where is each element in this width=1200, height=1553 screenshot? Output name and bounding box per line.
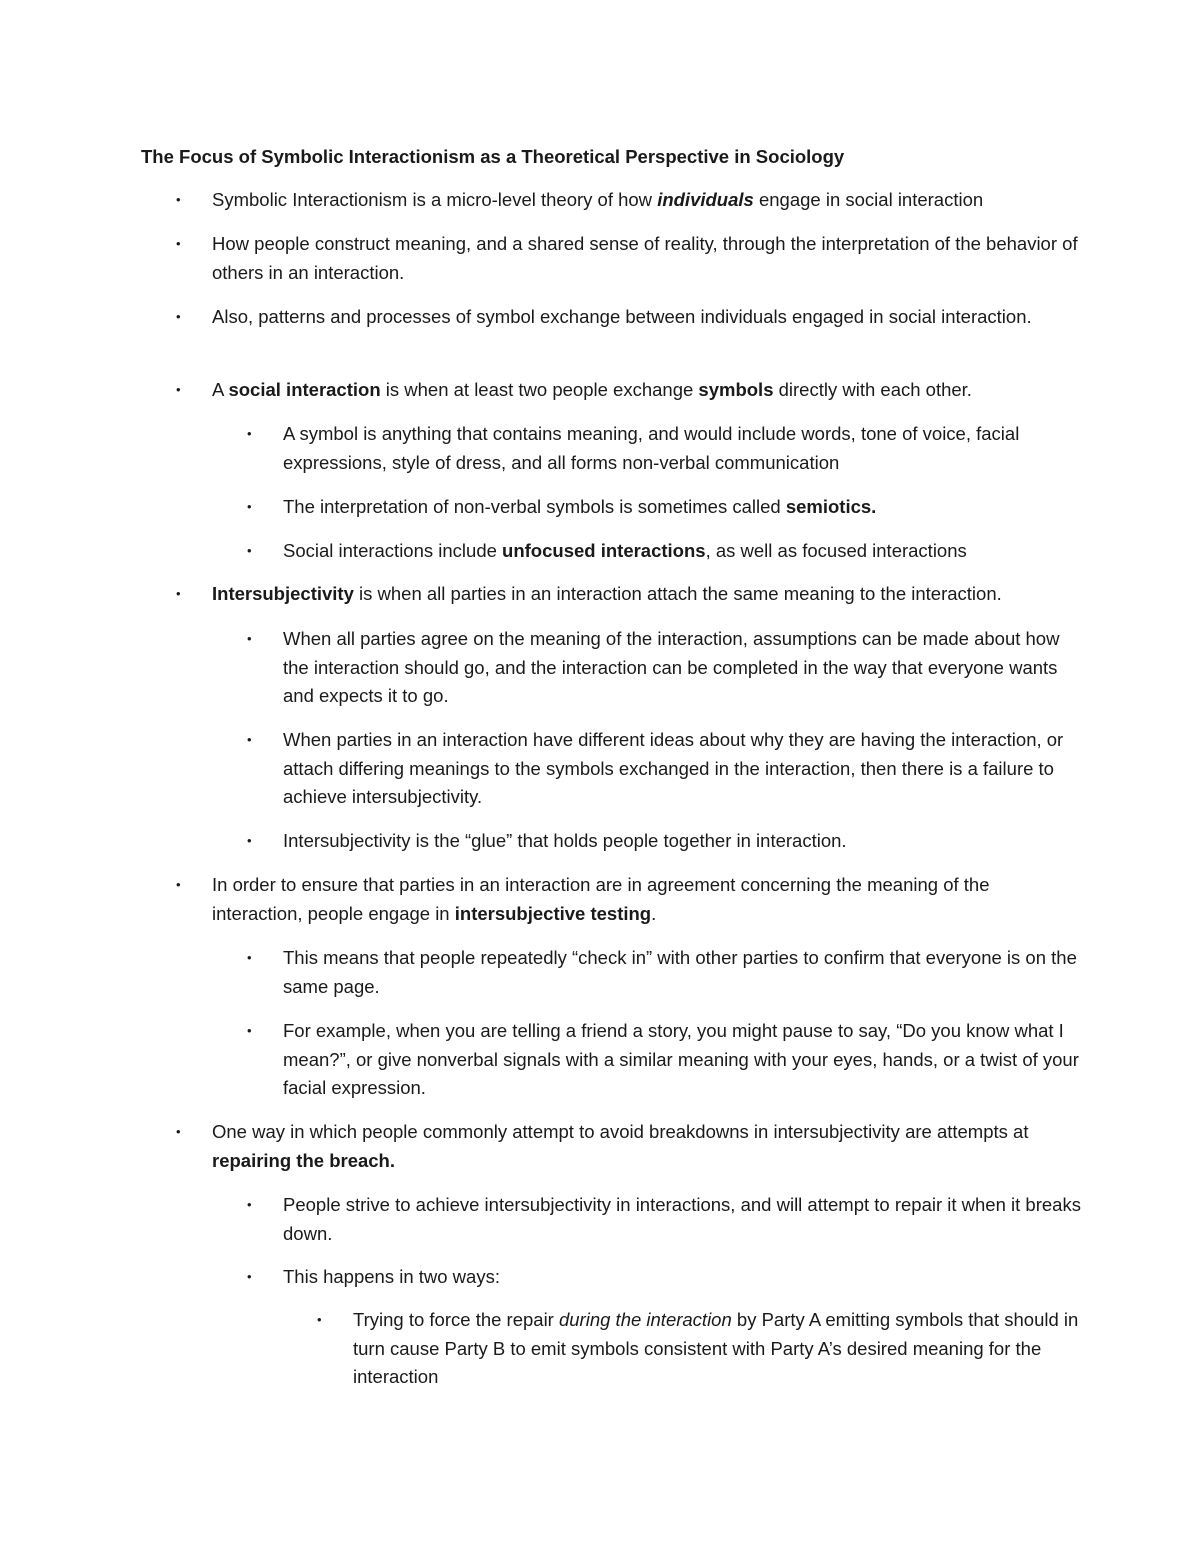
list-item-level-3 <box>317 1306 1083 1392</box>
list-item-level-2 <box>247 944 1083 1001</box>
text-segment: Social interactions include <box>283 540 503 561</box>
text-segment: is when all parties in an interaction attach the same meaning to the interaction. <box>353 583 1002 604</box>
bullet-marker: • <box>176 586 181 601</box>
bullet-marker: • <box>176 309 181 324</box>
bullet-marker: • <box>176 382 181 397</box>
list-item-text <box>212 580 1082 609</box>
text-segment: engage in social interaction <box>753 189 984 210</box>
list-item-level-2 <box>247 625 1083 711</box>
list-item-level-1 <box>176 376 1082 405</box>
text-segment: directly with each other. <box>773 379 972 400</box>
list-item-text <box>283 1017 1083 1103</box>
text-segment: Also, patterns and processes of symbol exchange between individuals engaged in social interaction. <box>212 306 1032 327</box>
list-item-level-2 <box>247 1017 1083 1103</box>
list-item-level-1 <box>176 230 1082 287</box>
list-item-text <box>283 1263 1083 1292</box>
list-item-text <box>212 871 1082 928</box>
bullet-marker: • <box>247 499 252 514</box>
bullet-marker: • <box>176 1124 181 1139</box>
bullet-marker: • <box>247 1197 252 1212</box>
list-item-text <box>283 420 1083 477</box>
list-item-text <box>283 625 1083 711</box>
bold-term: social interaction <box>228 379 381 400</box>
bold-term: symbols <box>698 379 774 400</box>
italic-phrase: during the interaction <box>558 1309 732 1330</box>
list-item-level-2 <box>247 493 1083 522</box>
bold-italic-term: individuals <box>657 189 754 210</box>
list-item-level-1 <box>176 1118 1082 1175</box>
document-title: The Focus of Symbolic Interactionism as a Theoretical Perspective in Sociology <box>141 146 845 167</box>
list-item-text <box>283 537 1083 566</box>
list-item-text <box>283 944 1083 1001</box>
bullet-marker: • <box>247 543 252 558</box>
bold-term: semiotics. <box>785 496 877 517</box>
text-segment: When parties in an interaction have different ideas about why they are having the interaction, or attach differing meanings to the symbols exchanged in the interaction, then there is a failure to achieve intersubjectivity. <box>283 729 1064 807</box>
text-segment: When all parties agree on the meaning of the interaction, assumptions can be made about how the interaction should go, and the interaction can be completed in the way that everyone wants and expects it to go. <box>283 628 1060 706</box>
text-segment: People strive to achieve intersubjectivity in interactions, and will attempt to repair it when it breaks down. <box>283 1194 1081 1244</box>
text-segment: Trying to force the repair <box>353 1309 559 1330</box>
text-segment: One way in which people commonly attempt to avoid breakdowns in intersubjectivity are attempts at <box>212 1121 1029 1142</box>
list-item-text <box>353 1306 1083 1392</box>
list-item-level-2 <box>247 537 1083 566</box>
list-item-level-2 <box>247 420 1083 477</box>
list-item-text <box>212 186 1082 215</box>
bullet-marker: • <box>247 426 252 441</box>
list-item-level-2 <box>247 726 1083 812</box>
text-segment: A symbol is anything that contains meaning, and would include words, tone of voice, facial expressions, style of dress, and all forms non-verbal communication <box>283 423 1020 473</box>
text-segment: is when at least two people exchange <box>380 379 699 400</box>
bullet-marker: • <box>247 631 252 646</box>
text-segment: This happens in two ways: <box>283 1266 500 1287</box>
list-item-text <box>283 1191 1083 1248</box>
text-segment: , as well as focused interactions <box>705 540 967 561</box>
bullet-marker: • <box>247 833 252 848</box>
text-segment: In order to ensure that parties in an interaction are in agreement concerning the meaning of the interaction, people engage in <box>212 874 990 924</box>
text-segment: . <box>651 902 657 924</box>
list-item-text <box>212 376 1082 405</box>
list-item-text <box>212 303 1082 332</box>
text-segment: How people construct meaning, and a shared sense of reality, through the interpretation of the behavior of others in an interaction. <box>212 233 1078 283</box>
bold-term: unfocused interactions <box>502 540 706 561</box>
text-segment: by Party A emitting symbols that should in turn cause Party B to emit symbols consistent with Party A’s desired meaning for the interaction <box>353 1309 1079 1387</box>
list-item-text <box>212 1118 1082 1175</box>
list-item-text <box>283 827 1083 856</box>
bullet-marker: • <box>247 732 252 747</box>
list-item-level-1 <box>176 580 1082 609</box>
list-item-text <box>212 230 1082 287</box>
bullet-marker: • <box>176 236 181 251</box>
text-segment: The interpretation of non-verbal symbols is sometimes called <box>283 496 786 517</box>
bold-term: repairing the breach. <box>212 1149 395 1171</box>
list-item-text <box>283 726 1083 812</box>
text-segment: A <box>212 379 229 400</box>
text-segment: For example, when you are telling a friend a story, you might pause to say, “Do you know what I mean?”, or give nonverbal signals with a similar meaning with your eyes, hands, or a twist of your facial expression. <box>283 1020 1079 1098</box>
bullet-marker: • <box>176 877 181 892</box>
list-item-level-1 <box>176 186 1082 215</box>
list-item-text <box>283 493 1083 522</box>
bullet-marker: • <box>317 1312 322 1327</box>
list-item-level-2 <box>247 827 1083 856</box>
bullet-marker: • <box>247 1269 252 1284</box>
bullet-marker: • <box>247 1023 252 1038</box>
list-item-level-1 <box>176 871 1082 928</box>
bold-term: intersubjective testing <box>454 902 652 924</box>
bold-term: Intersubjectivity <box>212 583 354 604</box>
bullet-marker: • <box>176 192 181 207</box>
list-item-level-2 <box>247 1191 1083 1248</box>
list-item-level-2 <box>247 1263 1083 1292</box>
list-item-level-1 <box>176 303 1082 332</box>
bullet-marker: • <box>247 950 252 965</box>
text-segment: Symbolic Interactionism is a micro-level theory of how <box>212 189 658 210</box>
text-segment: This means that people repeatedly “check in” with other parties to confirm that everyone is on the same page. <box>283 947 1077 997</box>
text-segment: Intersubjectivity is the “glue” that holds people together in interaction. <box>283 830 847 851</box>
